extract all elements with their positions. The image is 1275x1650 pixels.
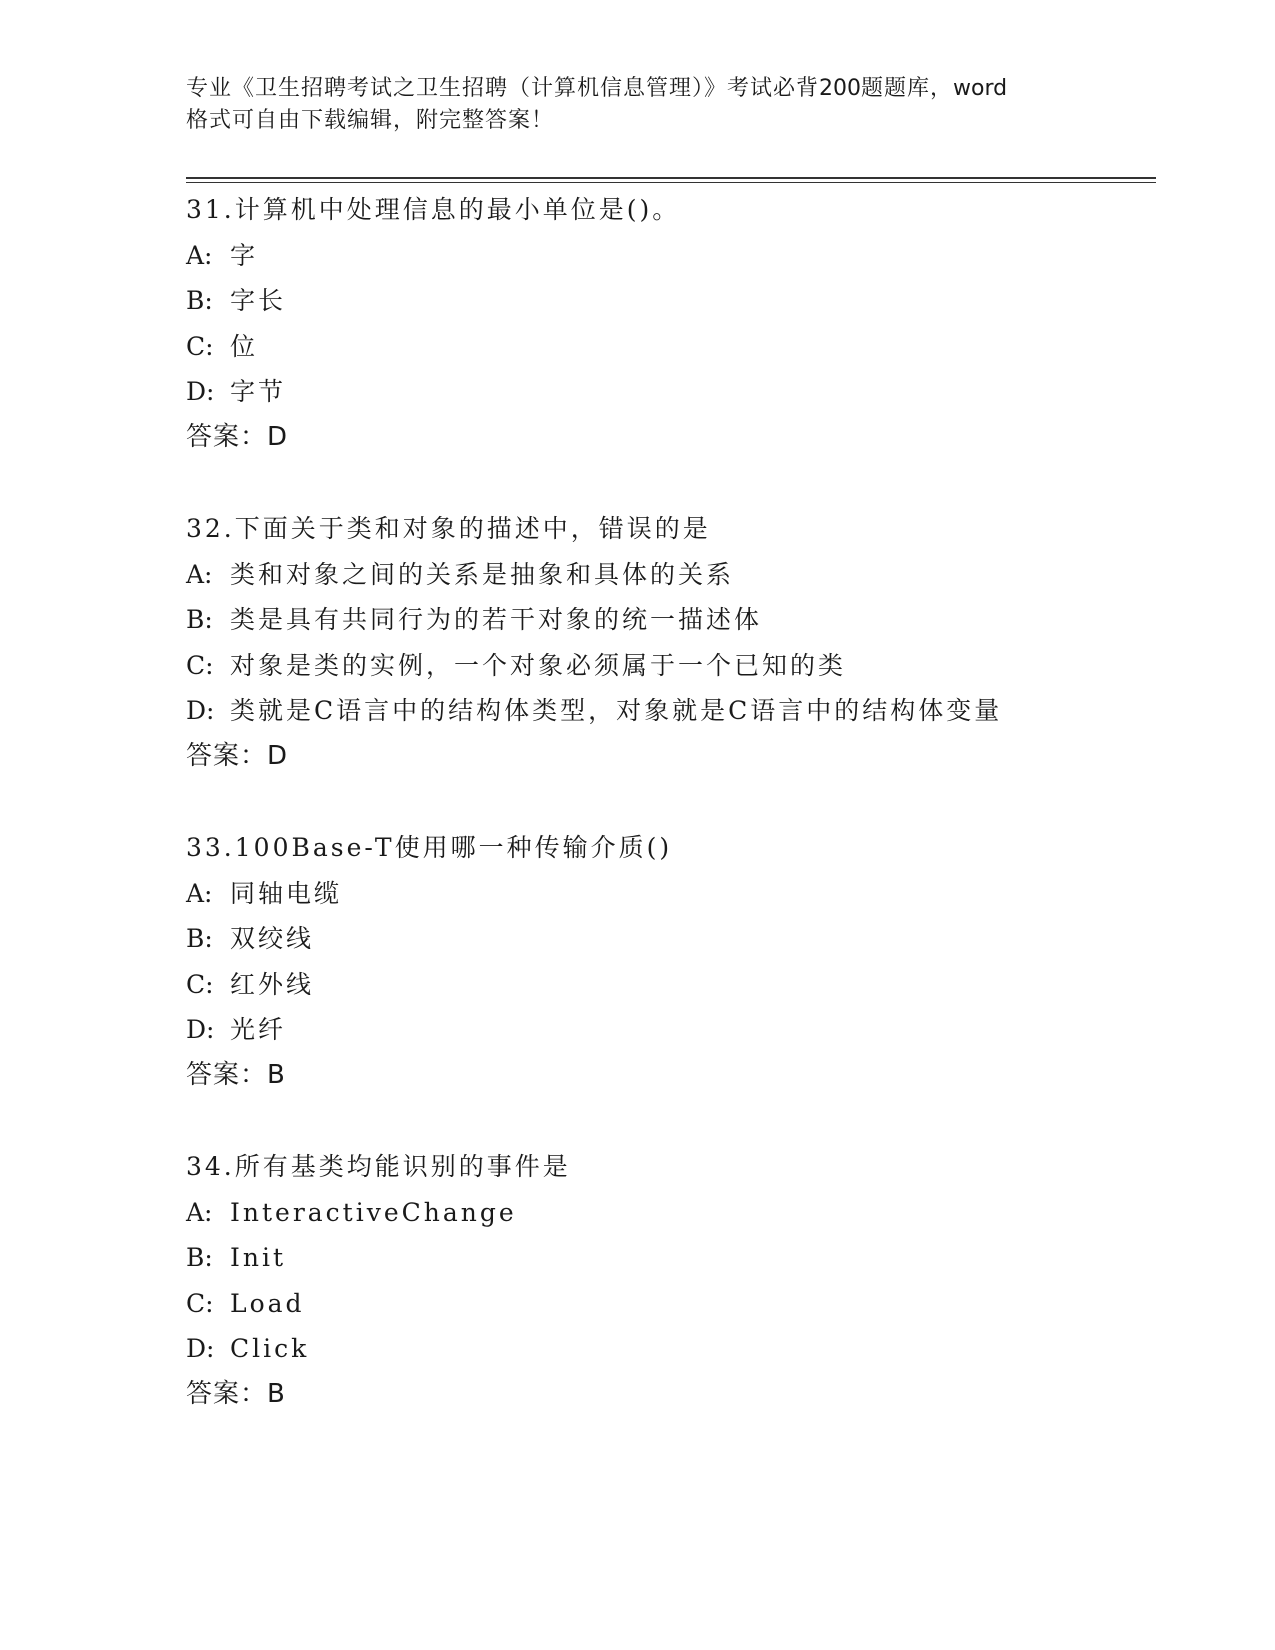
- question-option: [186, 233, 1166, 279]
- question-answer: 答案：D: [186, 421, 289, 452]
- option-key: B:: [186, 1243, 213, 1272]
- option-key: C:: [186, 1288, 214, 1318]
- question-stem: 31.计算机中处理信息的最小单位是()。: [186, 195, 681, 224]
- option-text: Load: [230, 1288, 305, 1318]
- question-block: [186, 1144, 1166, 1417]
- option-text: 双绞线: [230, 924, 315, 953]
- option-text: 字: [230, 240, 259, 270]
- option-text: 光纤: [230, 1015, 287, 1044]
- option-text: 红外线: [230, 969, 315, 999]
- option-key: B:: [186, 605, 213, 634]
- question-option: [186, 871, 1166, 917]
- option-key: A:: [186, 559, 213, 589]
- option-text: 对象是类的实例，一个对象必须属于一个已知的类: [230, 650, 847, 680]
- document-header: [186, 73, 1086, 137]
- option-text: Click: [230, 1334, 310, 1363]
- option-key: A:: [186, 878, 213, 908]
- question-block: [186, 825, 1166, 1098]
- question-answer: 答案：D: [186, 740, 289, 771]
- option-key: A:: [186, 1197, 213, 1227]
- header-line-2: 格式可自由下载编辑，附完整答案！: [186, 108, 555, 133]
- option-key: C:: [186, 969, 214, 999]
- question-option: [186, 916, 1166, 962]
- option-text: 字节: [230, 377, 287, 406]
- question-answer: 答案：B: [186, 1378, 286, 1409]
- question-option: [186, 1190, 1166, 1236]
- option-key: D:: [186, 1334, 215, 1363]
- question-option: [186, 1235, 1166, 1281]
- question-option: [186, 688, 1166, 734]
- question-answer: 答案：B: [186, 1059, 286, 1090]
- header-divider-thick: [186, 177, 1156, 179]
- question-block: [186, 506, 1166, 779]
- option-text: InteractiveChange: [230, 1197, 517, 1227]
- option-text: 位: [230, 331, 259, 361]
- question-option: [186, 597, 1166, 643]
- header-count: 200: [819, 76, 862, 101]
- question-option: [186, 1281, 1166, 1327]
- option-text: 类是具有共同行为的若干对象的统一描述体: [230, 605, 763, 634]
- option-key: B:: [186, 286, 213, 315]
- question-option: [186, 278, 1166, 324]
- question-stem: 34.所有基类均能识别的事件是: [186, 1152, 571, 1181]
- option-key: D:: [186, 377, 215, 406]
- header-word: word: [953, 76, 1008, 101]
- option-text: 类就是C语言中的结构体类型，对象就是C语言中的结构体变量: [230, 696, 1003, 725]
- option-text: 同轴电缆: [230, 878, 343, 908]
- header-title-suffix: 题题库，: [861, 76, 954, 101]
- option-text: 类和对象之间的关系是抽象和具体的关系: [230, 559, 735, 589]
- option-key: C:: [186, 650, 214, 680]
- question-stem: 32.下面关于类和对象的描述中，错误的是: [186, 514, 711, 543]
- header-divider-thin: [186, 182, 1156, 183]
- question-block: [186, 187, 1166, 460]
- option-key: D:: [186, 696, 215, 725]
- question-option: [186, 1326, 1166, 1372]
- option-text: 字长: [230, 286, 287, 315]
- question-option: [186, 643, 1166, 689]
- question-stem: 33.100Base-T使用哪一种传输介质(): [186, 833, 673, 862]
- option-text: Init: [230, 1243, 287, 1272]
- header-line-1: [186, 73, 1086, 105]
- option-key: D:: [186, 1015, 215, 1044]
- option-key: C:: [186, 331, 214, 361]
- question-option: [186, 324, 1166, 370]
- option-key: B:: [186, 924, 213, 953]
- option-key: A:: [186, 240, 213, 270]
- question-option: [186, 369, 1166, 415]
- question-option: [186, 1007, 1166, 1053]
- question-option: [186, 962, 1166, 1008]
- header-title-text: 专业《卫生招聘考试之卫生招聘（计算机信息管理）》考试必背: [186, 76, 820, 101]
- question-option: [186, 552, 1166, 598]
